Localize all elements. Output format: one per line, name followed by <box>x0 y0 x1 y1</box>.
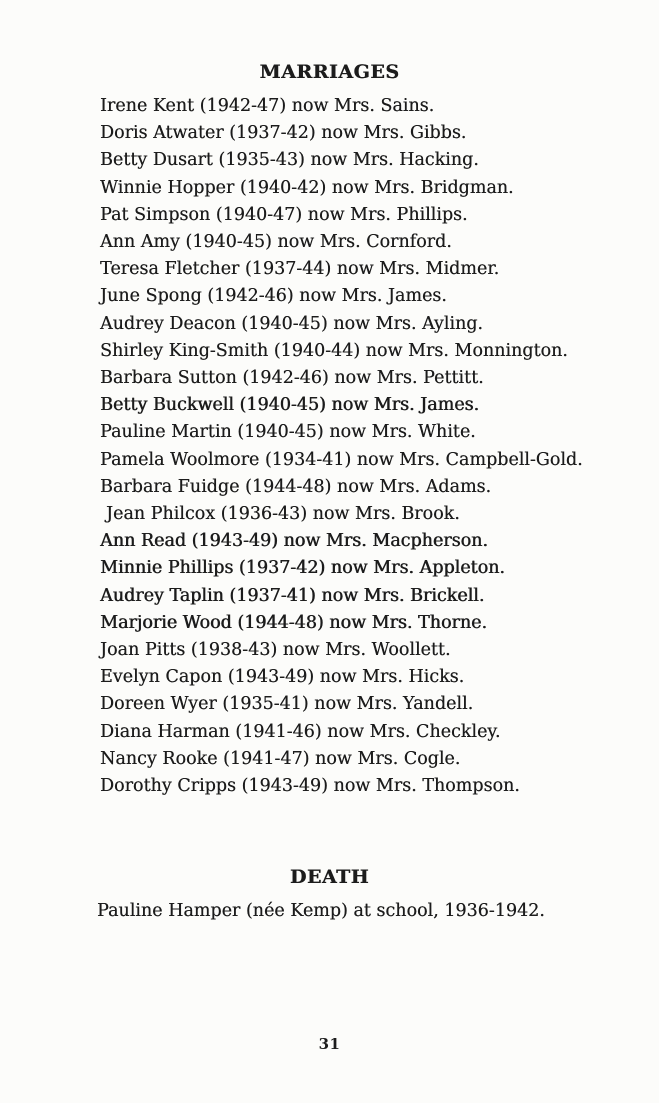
marriages-section <box>0 62 659 800</box>
death-entry: Pauline Hamper (née Kemp) at school, 1936-1942. <box>97 901 545 922</box>
marriage-entry: Pat Simpson (1940-47) now Mrs. Phillips. <box>100 204 468 225</box>
marriage-entry: Pauline Martin (1940-45) now Mrs. White. <box>100 422 476 443</box>
marriage-entry: Irene Kent (1942-47) now Mrs. Sains. <box>100 96 435 116</box>
marriage-entry: Minnie Phillips (1937-42) now Mrs. Appleton. <box>100 558 505 579</box>
death-section <box>0 867 659 925</box>
marriage-entry: Betty Dusart (1935-43) now Mrs. Hacking. <box>100 150 479 171</box>
marriage-entry: Barbara Fuidge (1944-48) now Mrs. Adams. <box>100 476 492 497</box>
marriage-entry: June Spong (1942-46) now Mrs. James. <box>100 286 447 307</box>
marriages-heading: MARRIAGES <box>259 61 400 83</box>
marriage-entry: Nancy Rooke (1941-47) now Mrs. Cogle. <box>100 748 461 769</box>
marriage-entry: Teresa Fletcher (1937-44) now Mrs. Midmer. <box>100 259 500 280</box>
marriage-entry: Audrey Taplin (1937-41) now Mrs. Brickell. <box>100 585 485 606</box>
marriage-entry: Betty Buckwell (1940-45) now Mrs. James. <box>100 395 479 416</box>
marriage-entry: Pamela Woolmore (1934-41) now Mrs. Campbell-Gold. <box>100 449 583 470</box>
marriage-entry: Doreen Wyer (1935-41) now Mrs. Yandell. <box>100 694 474 715</box>
marriage-entry: Jean Philcox (1936-43) now Mrs. Brook. <box>106 504 460 525</box>
page-number: 31 <box>318 1035 341 1053</box>
marriage-entry: Diana Harman (1941-46) now Mrs. Checkley. <box>100 721 501 742</box>
marriage-entry: Ann Amy (1940-45) now Mrs. Cornford. <box>100 232 452 253</box>
marriage-entry: Evelyn Capon (1943-49) now Mrs. Hicks. <box>100 667 465 688</box>
marriage-entry: Shirley King-Smith (1940-44) now Mrs. Monnington. <box>100 340 568 361</box>
marriage-entry: Joan Pitts (1938-43) now Mrs. Woollett. <box>100 640 451 661</box>
marriage-entry: Dorothy Cripps (1943-49) now Mrs. Thompson. <box>100 776 520 797</box>
death-heading: DEATH <box>289 866 370 889</box>
marriage-entry: Audrey Deacon (1940-45) now Mrs. Ayling. <box>100 313 483 334</box>
marriage-entry: Barbara Sutton (1942-46) now Mrs. Pettitt. <box>100 368 484 389</box>
marriage-list <box>0 93 659 800</box>
marriage-entry: Marjorie Wood (1944-48) now Mrs. Thorne. <box>100 612 487 633</box>
marriage-entry: Ann Read (1943-49) now Mrs. Macpherson. <box>100 531 488 552</box>
marriage-entry: Winnie Hopper (1940-42) now Mrs. Bridgman. <box>100 177 514 198</box>
marriage-entry: Doris Atwater (1937-42) now Mrs. Gibbs. <box>100 123 467 144</box>
